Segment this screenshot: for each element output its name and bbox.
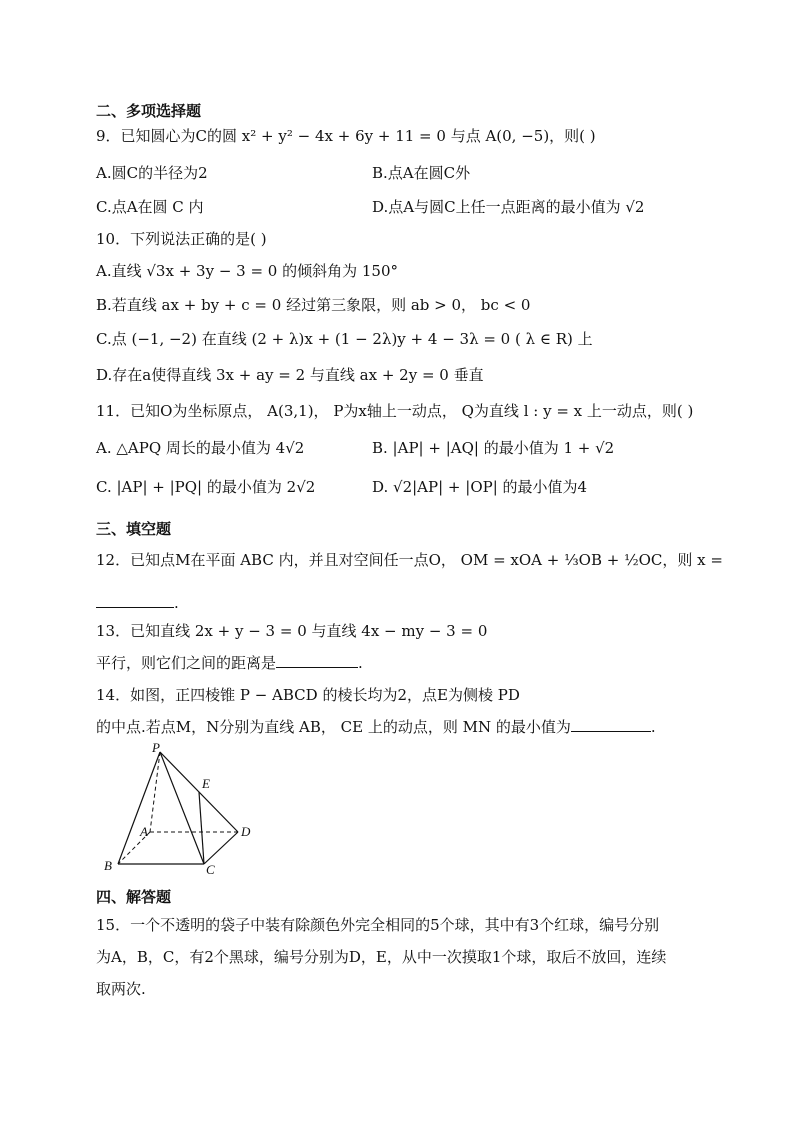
question-10-option-d: D.存在a使得直线 3x + ay = 2 与直线 ax + 2y = 0 垂直	[96, 366, 484, 384]
question-12-answer-line	[96, 592, 179, 614]
question-9-stem: 9．已知圆心为C的圆 x² + y² − 4x + 6y + 11 = 0 与点 A(0, −5)，则( )	[96, 127, 596, 145]
question-9-option-c: C.点A在圆 C 内	[96, 198, 204, 216]
section-title-multiple-choice: 二、多项选择题	[96, 102, 202, 120]
section-title-solutions: 四、解答题	[96, 888, 172, 906]
edge-cd	[204, 832, 238, 864]
section-title-fill-in: 三、填空题	[96, 520, 172, 538]
label-p: P	[152, 740, 160, 755]
question-14-text: 的中点.若点M，N分别为直线 AB， CE 上的动点，则 MN 的最小值为	[96, 718, 571, 736]
pyramid-figure	[96, 740, 266, 880]
question-9-option-d: D.点A与圆C上任一点距离的最小值为 √2	[372, 198, 645, 216]
label-b: B	[104, 858, 112, 873]
label-d: D	[241, 824, 251, 839]
question-11-option-a: A. △APQ 周长的最小值为 4√2	[96, 439, 305, 457]
question-11-option-c: C. |AP| + |PQ| 的最小值为 2√2	[96, 478, 316, 496]
question-13-text: 平行，则它们之间的距离是	[96, 654, 277, 672]
period: .	[358, 654, 363, 672]
answer-blank[interactable]	[571, 717, 651, 732]
period: .	[650, 718, 656, 736]
question-13-line-2	[96, 652, 363, 674]
label-a: A	[140, 824, 148, 839]
question-10-stem: 10．下列说法正确的是( )	[96, 230, 267, 248]
question-11-option-b: B. |AP| + |AQ| 的最小值为 1 + √2	[372, 439, 615, 457]
question-10-option-c: C.点 (−1, −2) 在直线 (2 + λ)x + (1 − 2λ)y + 4 − 3λ = 0 ( λ ∈ R) 上	[96, 330, 593, 348]
question-14-line-2	[96, 716, 656, 738]
period: .	[174, 594, 179, 612]
question-12-stem: 12．已知点M在平面 ABC 内，并且对空间任一点O， OM = xOA + ⅓OB + ½OC，则 x =	[96, 551, 723, 569]
question-10-option-a: A.直线 √3x + 3y − 3 = 0 的倾斜角为 150°	[96, 262, 399, 280]
question-9-option-b: B.点A在圆C外	[372, 164, 471, 182]
question-10-option-b: B.若直线 ax + by + c = 0 经过第三象限，则 ab > 0， bc < 0	[96, 296, 531, 314]
edge-pb	[118, 752, 160, 864]
label-e: E	[202, 776, 210, 791]
label-c: C	[206, 862, 215, 877]
edge-pc	[160, 752, 204, 864]
question-15-line-1: 15．一个不透明的袋子中装有除颜色外完全相同的5个球，其中有3个红球，编号分别	[96, 916, 660, 934]
question-13-line-1: 13．已知直线 2x + y − 3 = 0 与直线 4x − my − 3 = 0	[96, 622, 488, 640]
question-9-option-a: A.圆C的半径为2	[96, 164, 208, 182]
question-11-option-d: D. √2|AP| + |OP| 的最小值为4	[372, 478, 588, 496]
question-15-line-2: 为A，B，C，有2个黑球，编号分别为D，E，从中一次摸取1个球，取后不放回，连续	[96, 948, 667, 966]
question-11-stem: 11．已知O为坐标原点， A(3,1)， P为x轴上一动点， Q为直线 l : y = x 上一动点，则( )	[96, 402, 694, 420]
answer-blank[interactable]	[276, 653, 358, 668]
question-15-line-3: 取两次.	[96, 980, 146, 998]
answer-blank[interactable]	[96, 593, 174, 608]
question-14-line-1: 14．如图，正四棱锥 P − ABCD 的棱长均为2，点E为侧棱 PD	[96, 686, 520, 704]
